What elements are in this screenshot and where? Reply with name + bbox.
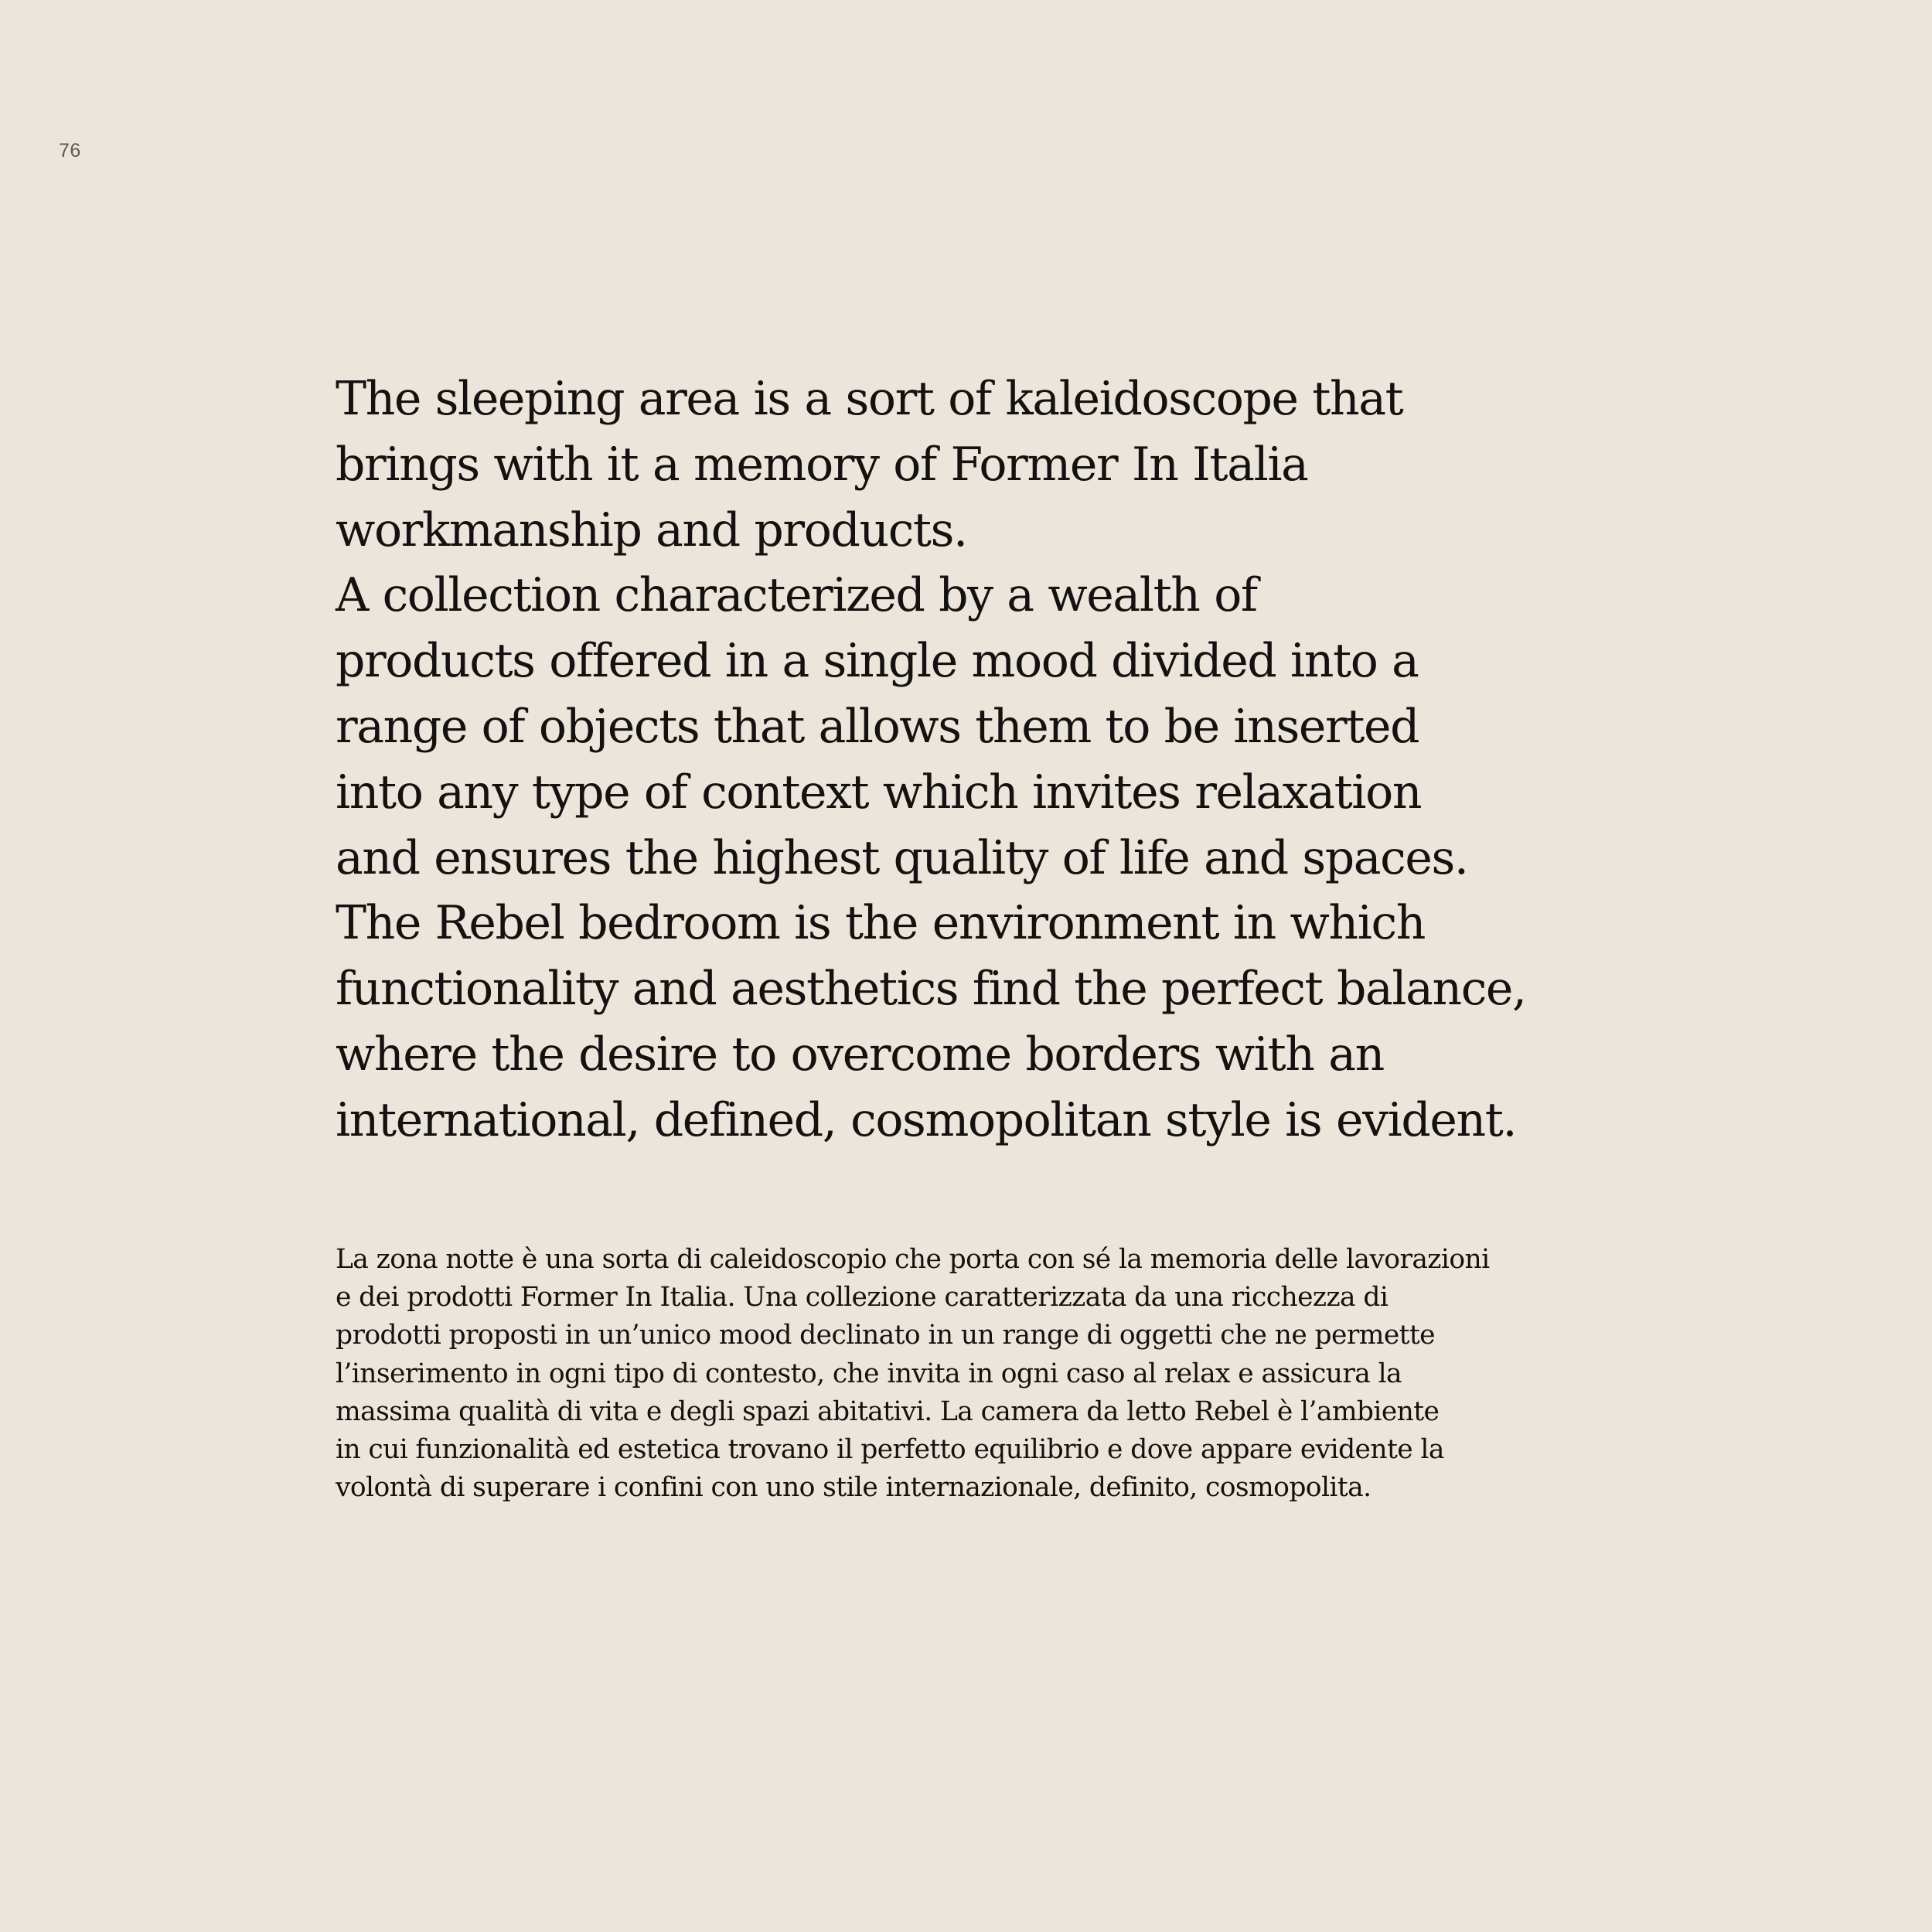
english-line: where the desire to overcome borders with an (336, 1027, 1384, 1082)
english-paragraph (336, 366, 1882, 1153)
english-line: international, defined, cosmopolitan style is evident. (336, 1092, 1517, 1147)
english-line: products offered in a single mood divided into a (336, 634, 1419, 689)
italian-line: prodotti proposti in un’unico mood declinato in un range di oggetti che ne permette (336, 1320, 1435, 1351)
italian-line: l’inserimento in ogni tipo di contesto, che invita in ogni caso al relax e assicura la (336, 1358, 1402, 1389)
page-number: 76 (59, 140, 81, 162)
italian-line: volontà di superare i confini con uno stile internazionale, definito, cosmopolita. (336, 1472, 1371, 1504)
english-line: and ensures the highest quality of life and spaces. (336, 830, 1468, 885)
italian-line: La zona notte è una sorta di caleidoscopio che porta con sé la memoria delle lavorazioni (336, 1244, 1490, 1275)
english-line: The sleeping area is a sort of kaleidoscope that (336, 372, 1403, 426)
english-line: A collection characterized by a wealth of (336, 568, 1257, 623)
english-line: The Rebel bedroom is the environment in which (336, 896, 1425, 951)
english-line: into any type of context which invites relaxation (336, 765, 1422, 819)
italian-paragraph (336, 1241, 1882, 1507)
italian-line: massima qualità di vita e degli spazi abitativi. La camera da letto Rebel è l’ambiente (336, 1395, 1440, 1427)
english-line: workmanship and products. (336, 503, 967, 557)
english-line: brings with it a memory of Former In Italia (336, 437, 1308, 492)
italian-line: in cui funzionalità ed estetica trovano il perfetto equilibrio e dove appare evidente la (336, 1434, 1444, 1466)
english-line: functionality and aesthetics find the perfect balance, (336, 962, 1526, 1017)
english-line: range of objects that allows them to be inserted (336, 699, 1419, 754)
italian-line: e dei prodotti Former In Italia. Una collezione caratterizzata da una ricchezza di (336, 1282, 1389, 1314)
